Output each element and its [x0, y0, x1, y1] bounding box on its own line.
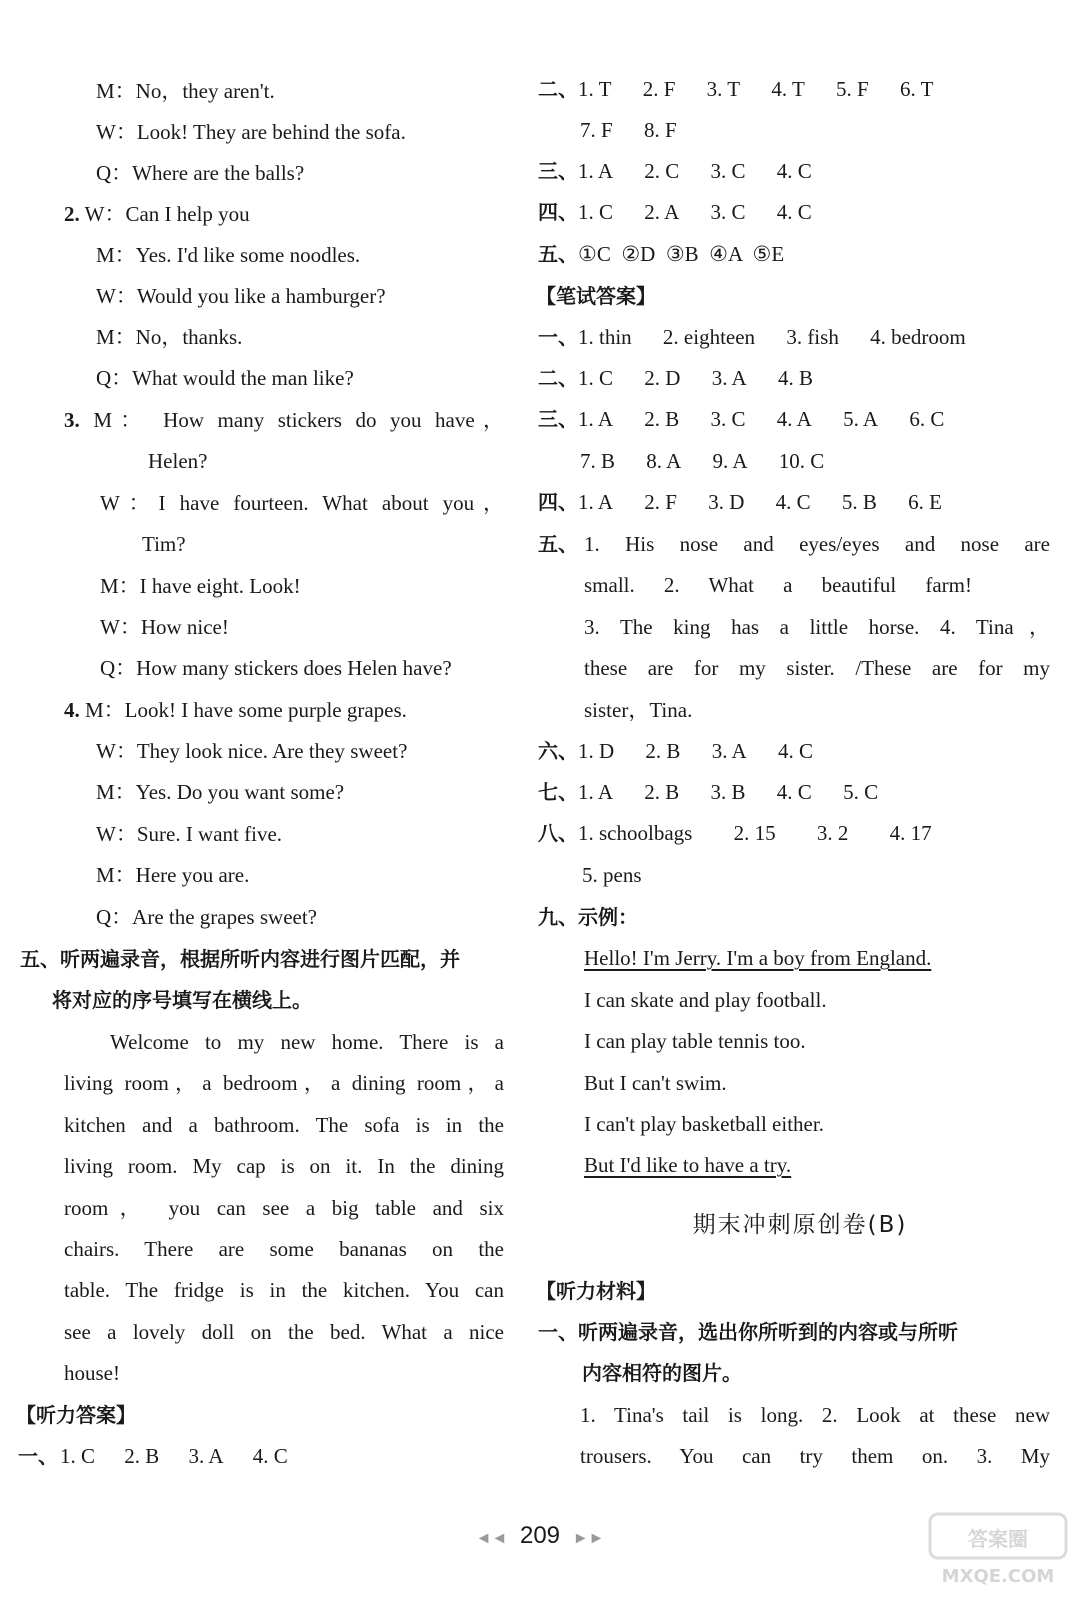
passage-line: Welcome to my new home. There is a [110, 1030, 504, 1054]
answer-label: 五、 [538, 242, 578, 266]
answer: 4. C [775, 490, 811, 514]
answer-row [538, 404, 1050, 434]
answer: 1. thin [578, 325, 632, 349]
answer: 2. B [644, 780, 680, 804]
answer: 2. F [642, 77, 676, 101]
answer: 4. bedroom [870, 325, 966, 349]
answer-label: 二、 [538, 366, 578, 390]
dialog-line: W：Can I help you [84, 202, 250, 226]
answer: 2. F [644, 490, 677, 514]
answer-label: 五、 [538, 532, 578, 556]
dialog-line: M：Yes. I'd like some noodles. [96, 243, 361, 267]
answer: 1. A [578, 407, 614, 431]
section-9-label: 九、示例： [538, 905, 638, 929]
answer: 5. C [843, 780, 879, 804]
answer: 9. A [712, 449, 748, 473]
dialog-item-2 [64, 199, 510, 229]
answer: 4. 17 [889, 821, 932, 845]
answer-row [580, 446, 1050, 476]
dialog-item-4 [64, 695, 510, 725]
next-arrow-icon: ►► [572, 1530, 605, 1547]
answer: 2. B [645, 739, 681, 763]
answer: 1. A [578, 159, 614, 183]
listening-answers-heading: 【听力答案】 [16, 1403, 136, 1427]
dialog-line: M：Here you are. [96, 863, 250, 887]
essay-line: I can't play basketball either. [584, 1112, 824, 1136]
answer: 6. E [908, 490, 942, 514]
answer: 2. B [644, 407, 680, 431]
essay-line: But I can't swim. [584, 1071, 727, 1095]
answer: 1. A [578, 780, 614, 804]
watermark-logo [928, 1512, 1068, 1590]
answer-label: 七、 [538, 780, 578, 804]
dialog-line: Q：How many stickers does Helen have? [100, 656, 452, 680]
dialog-line: M：No，they aren't. [96, 79, 275, 103]
answer-label: 二、 [538, 77, 578, 101]
section-5-title-cont: 将对应的序号填写在横线上。 [52, 988, 312, 1012]
answer: 4. A [776, 407, 812, 431]
essay-line: Hello! I'm Jerry. I'm a boy from England. [584, 946, 932, 970]
dialog-line: M：I have eight. Look! [100, 574, 301, 598]
answer-label: 六、 [538, 739, 578, 763]
dialog-line: Q：Are the grapes sweet? [96, 905, 317, 929]
answer: 1. C [578, 366, 614, 390]
answer: 3. C [710, 159, 746, 183]
dialog-line: W：I have fourteen. What about you， [100, 491, 504, 515]
answer: 2. A [644, 200, 680, 224]
answer: 3. A [711, 366, 747, 390]
answer: 1. C [60, 1444, 96, 1468]
answer-row [538, 363, 1050, 393]
passage-line: room， you can see a big table and six [64, 1196, 504, 1220]
dialog-line: W：Sure. I want five. [96, 822, 283, 846]
answer: 5. pens [582, 863, 642, 887]
dialog-line: Helen? [148, 449, 208, 473]
answer-row [538, 487, 1050, 517]
item-number: 3. [64, 408, 80, 432]
page-footer [0, 1522, 1080, 1550]
answer: 4. T [771, 77, 805, 101]
answer: 6. T [899, 77, 934, 101]
dialog-item-3 [64, 405, 504, 435]
answer-row [538, 736, 1050, 766]
answer: 1. schoolbags [578, 821, 693, 845]
answer: 1. T [578, 77, 612, 101]
answer-sentence: these are for my sister. /These are for my [584, 656, 1050, 680]
answer: 1. D [578, 739, 615, 763]
answer: 2. B [124, 1444, 160, 1468]
listening-instruction-cont: 内容相符的图片。 [582, 1361, 742, 1385]
answer: 2. eighteen [662, 325, 756, 349]
answer: ①C ②D ③B ④A ⑤E [578, 242, 785, 266]
answer-row [580, 115, 1050, 145]
listening-material-heading: 【听力材料】 [536, 1279, 656, 1303]
answer: 2. C [644, 159, 680, 183]
answer: 2. 15 [733, 821, 776, 845]
item-number: 2. [64, 202, 80, 226]
essay-line: But I'd like to have a try. [584, 1153, 792, 1177]
answer-sentence: 1. His nose and eyes/eyes and nose are [584, 532, 1050, 556]
answer: 1. C [578, 200, 614, 224]
answer-row [18, 1441, 510, 1471]
dialog-line: M：No，thanks. [96, 325, 243, 349]
answer: 4. C [776, 780, 812, 804]
answer: 5. A [843, 407, 879, 431]
answer-row [538, 777, 1050, 807]
passage-line: kitchen and a bathroom. The sofa is in the [64, 1113, 504, 1137]
dialog-line: W：How nice! [100, 615, 229, 639]
answer-sentence: sister，Tina. [584, 698, 693, 722]
answer: 3. C [710, 200, 746, 224]
answer: 4. C [777, 739, 813, 763]
answer: 2. D [644, 366, 681, 390]
answer: 4. C [252, 1444, 288, 1468]
section-5-title: 五、听两遍录音，根据所听内容进行图片匹配，并 [20, 947, 460, 971]
answer-label: 三、 [538, 407, 578, 431]
dialog-line: M：Yes. Do you want some? [96, 780, 345, 804]
essay-line: I can play table tennis too. [584, 1029, 806, 1053]
answer-row [538, 74, 1050, 104]
answer: 4. C [776, 159, 812, 183]
dialog-line: Q：What would the man like? [96, 366, 354, 390]
answer: 3. B [710, 780, 746, 804]
passage-line: table. The fridge is in the kitchen. You can [64, 1278, 504, 1302]
answer-label: 四、 [538, 490, 578, 514]
answer: 3. A [188, 1444, 224, 1468]
answer-row [538, 239, 1050, 269]
dialog-line: M： How many stickers do you have， [93, 408, 505, 432]
dialog-line: M：Look! I have some purple grapes. [85, 698, 407, 722]
passage-line: chairs. There are some bananas on the [64, 1237, 504, 1261]
passage-line: see a lovely doll on the bed. What a nice [64, 1320, 504, 1344]
section-title: 期末冲刺原创卷(B) [692, 1212, 908, 1238]
answer-row [538, 156, 1050, 186]
dialog-line: Q：Where are the balls? [96, 161, 305, 185]
answer-label: 八、 [538, 821, 578, 845]
answer: 7. B [580, 449, 616, 473]
answer-label: 三、 [538, 159, 578, 183]
answer-row [538, 818, 1050, 848]
answer-sentence: 3. The king has a little horse. 4. Tina， [584, 615, 1050, 639]
answer-label: 一、 [538, 325, 578, 349]
passage-line: living room，a bedroom，a dining room，a [64, 1071, 504, 1095]
answer: 8. A [646, 449, 682, 473]
answer: 3. T [706, 77, 741, 101]
prev-arrow-icon: ◄◄ [475, 1530, 508, 1547]
answer-label: 四、 [538, 200, 578, 224]
watermark-sub: MXQE.COM [941, 1566, 1055, 1587]
dialog-line: W：Look! They are behind the sofa. [96, 120, 406, 144]
answer-row [538, 322, 1050, 352]
answer: 7. F [580, 118, 613, 142]
answer: 4. C [776, 200, 812, 224]
answer: 3. fish [786, 325, 839, 349]
dialog-line: W：They look nice. Are they sweet? [96, 739, 408, 763]
listening-text: 1. Tina's tail is long. 2. Look at these new [580, 1403, 1050, 1427]
listening-text: trousers. You can try them on. 3. My [580, 1444, 1050, 1468]
answer: 5. F [836, 77, 869, 101]
answer: 3. D [708, 490, 745, 514]
answer: 3. C [710, 407, 746, 431]
item-number: 4. [64, 698, 80, 722]
answer: 8. F [643, 118, 677, 142]
watermark-text: 答案圈 [968, 1527, 1028, 1551]
written-answers-heading: 【笔试答案】 [536, 284, 656, 308]
answer: 5. B [841, 490, 877, 514]
essay-line: I can skate and play football. [584, 988, 827, 1012]
answer-label: 一、 [18, 1444, 58, 1468]
answer-sentence: small. 2. What a beautiful farm! [584, 573, 972, 597]
answer: 3. A [711, 739, 747, 763]
passage-line: living room. My cap is on it. In the dining [64, 1154, 504, 1178]
page-number: 209 [519, 1522, 561, 1549]
answer: 6. C [909, 407, 945, 431]
answer: 10. C [778, 449, 825, 473]
passage-line: house! [64, 1361, 120, 1385]
dialog-line: W：Would you like a hamburger? [96, 284, 386, 308]
answer: 4. B [777, 366, 813, 390]
dialog-line: Tim? [142, 532, 186, 556]
answer: 1. A [578, 490, 614, 514]
answer: 3. 2 [816, 821, 849, 845]
answer-row [538, 197, 1050, 227]
listening-instruction: 一、听两遍录音，选出你所听到的内容或与所听 [538, 1320, 958, 1344]
